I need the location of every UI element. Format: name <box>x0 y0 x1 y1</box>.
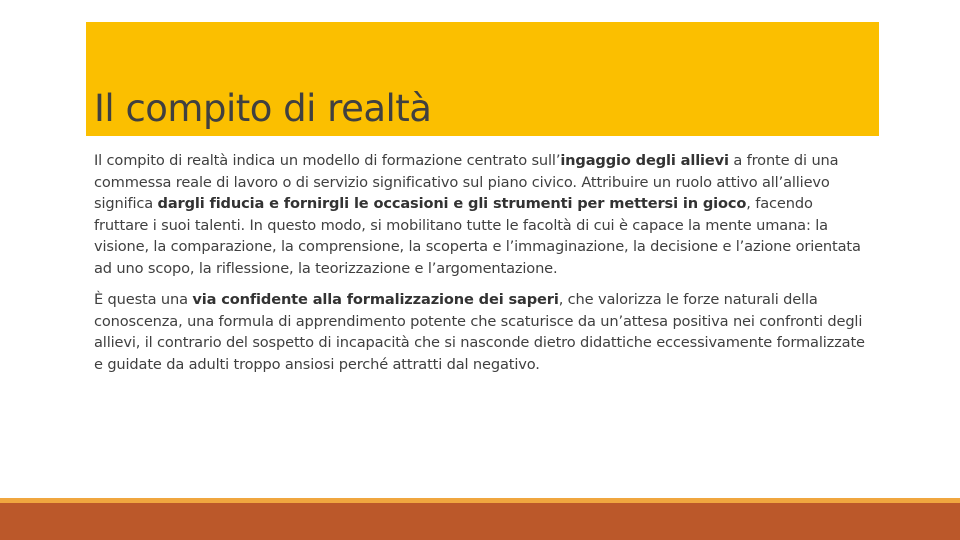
paragraph-2-text-1: È questa una <box>94 291 193 308</box>
paragraph-1-text-3: , facendo fruttare i suoi talenti. In questo modo, si mobilitano tutte le facoltà di cui è capace la mente umana: la visione, la comparazione, la comprensione, la scoperta e l’immaginazione, la decisione e l’azione orientata ad uno scopo, la riflessione, la teorizzazione e l’argomentazione. <box>94 195 861 277</box>
paragraph-1-text-2: a fronte di una commessa reale di lavoro o di servizio significativo sul piano civico. Attribuire un ruolo attivo all’allievo significa <box>94 152 839 212</box>
paragraph-2-text-2: , che valorizza le forze naturali della conoscenza, una formula di apprendimento potente che scaturisce da un’attesa positiva nei confronti degli allievi, il contrario del sospetto di incapacità che si nasconde dietro didattiche eccessivamente formalizzate e guidate da adulti troppo ansiosi perché attratti dal negativo. <box>94 291 865 373</box>
paragraph-2 <box>94 289 870 375</box>
paragraph-1-bold-2: dargli fiducia e fornirgli le occasioni e gli strumenti per mettersi in gioco <box>157 195 747 212</box>
paragraph-1 <box>94 150 870 279</box>
footer-accent-line <box>0 498 960 503</box>
slide-body <box>94 150 870 385</box>
paragraph-2-bold-1: via confidente alla formalizzazione dei saperi <box>192 291 559 308</box>
footer-bar <box>0 498 960 540</box>
paragraph-1-bold-1: ingaggio degli allievi <box>560 152 729 169</box>
title-band <box>86 22 879 136</box>
slide-title: Il compito di realtà <box>94 87 432 130</box>
paragraph-1-text-1: Il compito di realtà indica un modello di formazione centrato sull’ <box>94 152 561 169</box>
